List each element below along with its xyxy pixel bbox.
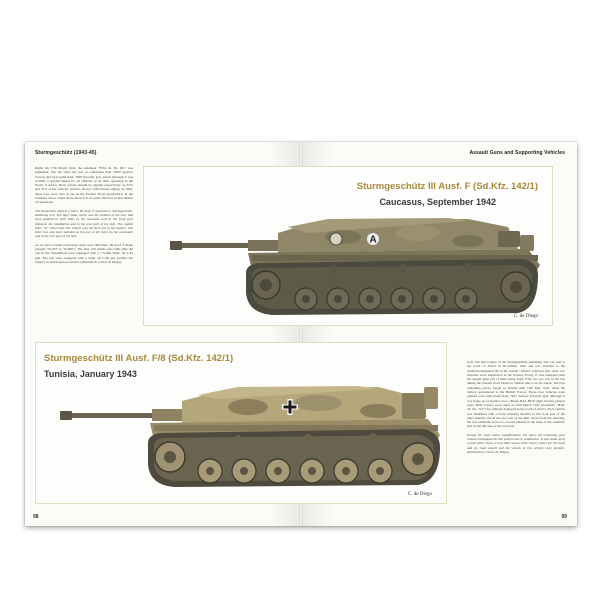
- stug-ausf-f8-illustration: [58, 377, 446, 497]
- right-running-head: Assault Guns and Supporting Vehicles: [469, 150, 565, 156]
- stug-ausf-f-illustration: [168, 213, 546, 325]
- svg-text:A: A: [369, 234, 377, 246]
- plate-title: Sturmgeschütz III Ausf. F (Sd.Kfz. 142/1): [356, 181, 538, 192]
- artist-signature: C. de Diego: [513, 314, 538, 319]
- right-text-paragraph: Left. The first battery of the Sturmgeschütz-Abteilung 242 was sent to the north of Africa in November 1942 and was attached to the Artillerie-Regiment 90 of 90. leichte "Afrika" Division (the other two batteries were transferred to the Eastern Front). It was equipped with six assault guns (all of them being Ausf. F/8); two got lost in the Sea during the transfer from Sicilia to Tunisia due to an air attack. The four remaining pieces fought in Tunisia until 13th May 1943, when the battery surrendered to the British Forces. These four vehicles were painted over Gelb-braun RAL 7027 Stuckes (broadly grey although it was beige good applied over a Braun RAL 8020 (light brown) general layer. Both colours were ruled on 25th March 1942 (statement "H.M. 42, No. 315") for vehicles deployed in the north of Africa. Each vehicle was identified with a black lettering labelled in the front part of the gun's mantlet and in the rear part of the hull. Apart from the lettering, the sole emblems were two crosses painted in the sides of the casemate and on the left side of the rear hull.: [467, 360, 565, 429]
- left-text-paragraph: Right. On 17th March 1941, the statement "H.M. 41, Nr. 281" was published; this list ruled the use of Gelbbraun RAL 8020 (yellow brown) and Grau-grün RAL 7008 (broadly grey green although it was actually a greyish khaki) for all vehicles of all units operating in the North of Africa. Both colours should be applied respectively on 67% and 33% of the vehicles' surface, always with blurred edging. In 1942, these base were also in use in the Eastern Front (particularly in the Southern sector where there showed to be quite effective in that theater of operations.: [35, 166, 133, 205]
- right-page-number: 99: [561, 514, 567, 520]
- illustration-plate-top: [143, 166, 553, 326]
- illustration-plate-bottom: [35, 342, 447, 504]
- plate-title: Sturmgeschütz III Ausf. F/8 (Sd.Kfz. 142/1): [44, 353, 234, 364]
- plate-subtitle: Tunisia, January 1943: [44, 369, 137, 379]
- artist-signature: C. de Diego: [407, 492, 432, 497]
- left-text-column: [35, 166, 133, 268]
- right-text-column: [467, 360, 565, 458]
- left-page-number: 98: [33, 514, 39, 520]
- left-text-paragraph: As we have written previously, there were 366 StuG. III Ausf. F made (chassis "91193" to "91400"). The first 120 which were built (like the one in the illustration) were equipped with a 7.5-mm StuK. 40 L/43 gun. The rest were equipped with a StuK. 40 L/48 gun (calibre but longer), so much more powerful. (Illustration: Carlos de Diego): [35, 242, 133, 264]
- book-spread: [25, 142, 577, 526]
- left-text-paragraph: The illustration depicts a StuG. III Ausf. F attached to Sturmgeschütz-Abteilung 210. The tiger head, which was the emblem of the unit, had been painted in both sides of the casemate and in the front part (between the headlights) and in the rear part of the hull. The capital letter "A" shows that this vehicle was the first one in the battery. The letter has also been labelled as the gun to the right (in the casemate) and in the rear part of the hull.: [35, 208, 133, 239]
- right-text-paragraph: Except for some minor modifications, the StuG. III remaining gear remain unchanged till this vehicle was in production. It was made up of a front drive wheel, a rear idler wheel, three return rollers for the track and six road wheels (all the wheels in this vehicle were double). (Illustration: Carlos de Diego): [467, 432, 565, 454]
- left-running-head: Sturmgeschütz (1943-45): [35, 150, 97, 156]
- plate-subtitle: Caucasus, September 1942: [379, 197, 496, 207]
